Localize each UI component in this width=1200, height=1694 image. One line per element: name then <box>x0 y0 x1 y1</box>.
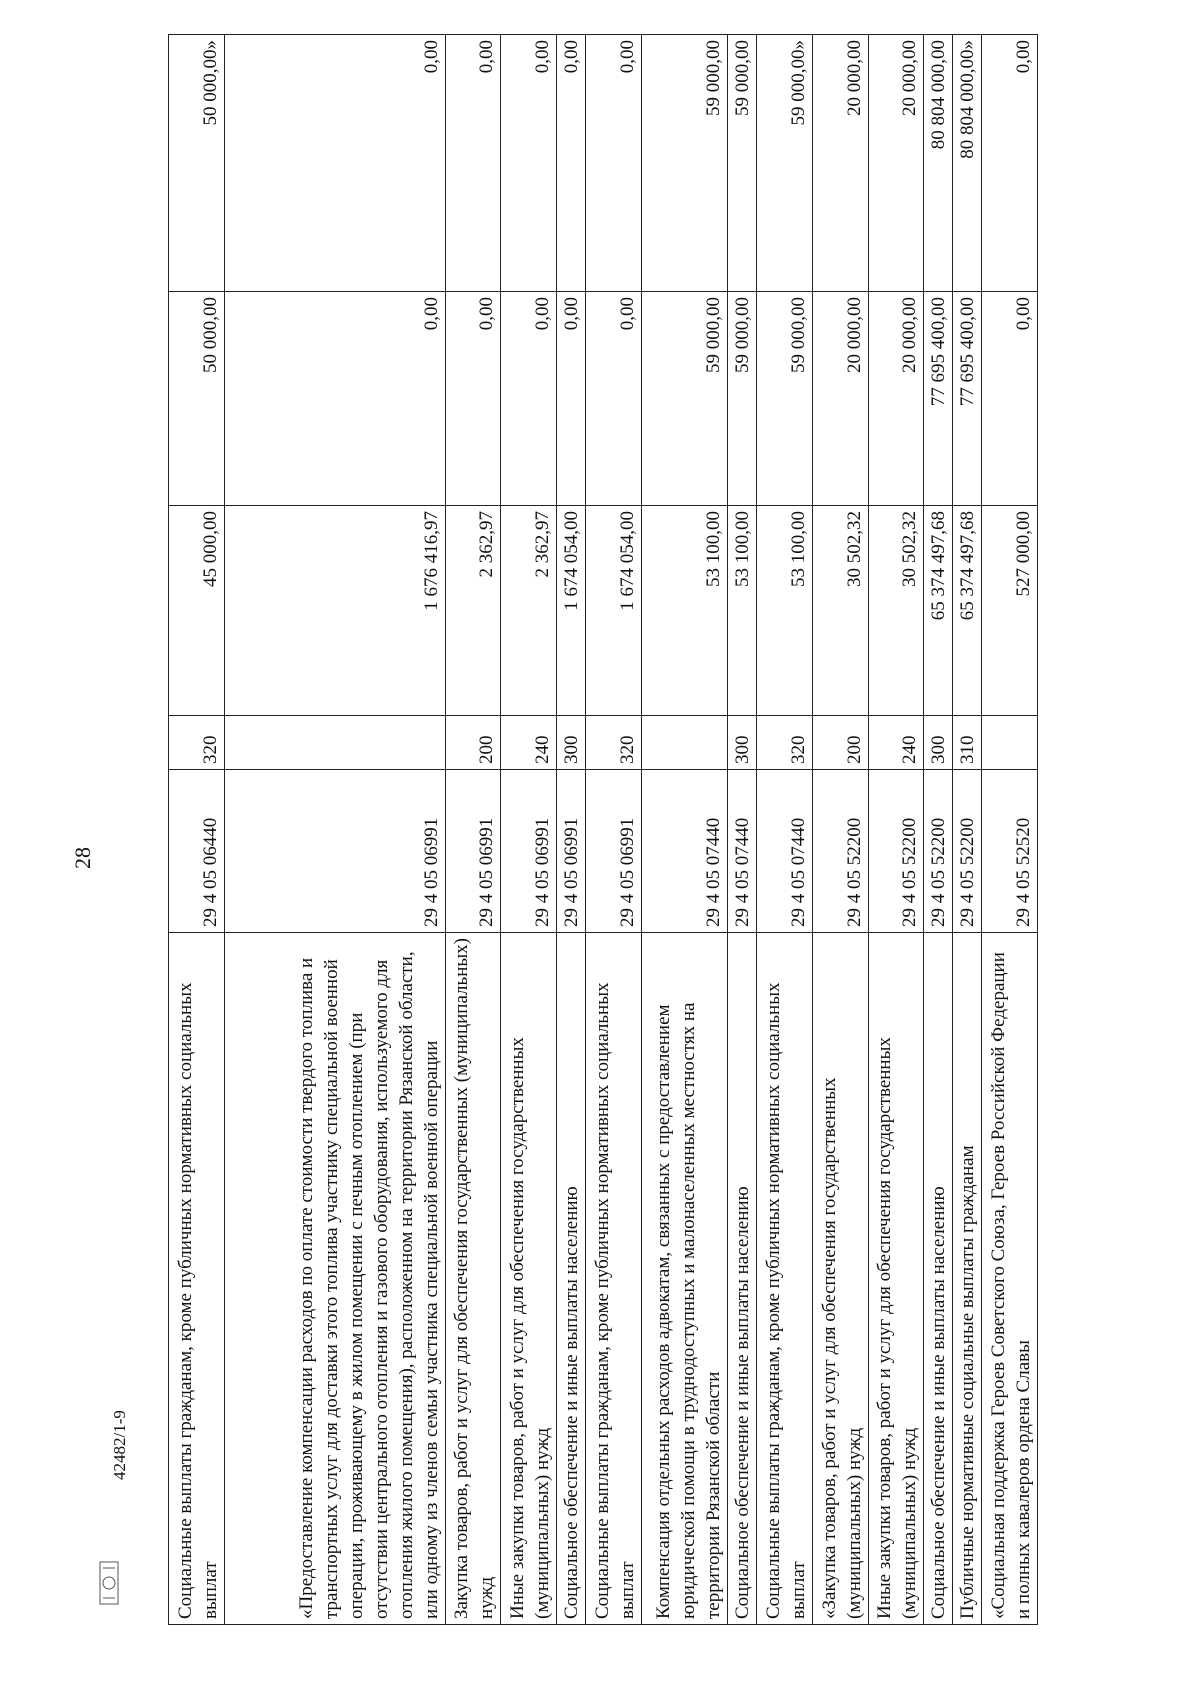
table-row <box>728 35 757 1625</box>
amount-year2-cell: 0,00 <box>224 292 445 506</box>
row-name-cell: Компенсация отдельных расходов адвокатам, связанных с предоставлением юридической помощи в труднодоступных и малонаселенных местностях на территории Рязанской области <box>641 933 728 1625</box>
expense-type-cell <box>224 716 445 770</box>
target-article-cell: 29 4 05 52200 <box>953 770 982 933</box>
row-name-cell: Социальное обеспечение и иные выплаты населению <box>557 933 586 1625</box>
amount-year3-cell: 50 000,00» <box>169 35 225 292</box>
amount-year2-cell: 20 000,00 <box>812 292 868 506</box>
amount-year1-cell: 45 000,00 <box>169 506 225 716</box>
row-name-cell: Социальное обеспечение и иные выплаты населению <box>924 933 953 1625</box>
table-row <box>757 35 813 1625</box>
amount-year2-cell: 0,00 <box>501 292 557 506</box>
rotated-table-block <box>168 35 1038 1625</box>
amount-year2-cell: 59 000,00 <box>641 292 728 506</box>
amount-year1-cell: 2 362,97 <box>501 506 557 716</box>
table-row <box>445 35 501 1625</box>
amount-year3-cell: 0,00 <box>557 35 586 292</box>
target-article-cell: 29 4 05 06991 <box>224 770 445 933</box>
target-article-cell: 29 4 05 07440 <box>641 770 728 933</box>
expense-type-cell: 300 <box>728 716 757 770</box>
table-row <box>585 35 641 1625</box>
amount-year3-cell: 59 000,00 <box>728 35 757 292</box>
amount-year2-cell: 0,00 <box>557 292 586 506</box>
row-name-cell: Закупка товаров, работ и услуг для обеспечения государственных (муниципальных) нужд <box>445 933 501 1625</box>
amount-year3-cell: 0,00 <box>501 35 557 292</box>
amount-year2-cell: 50 000,00 <box>169 292 225 506</box>
row-name-cell: Социальные выплаты гражданам, кроме публичных нормативных социальных выплат <box>169 933 225 1625</box>
amount-year3-cell: 80 804 000,00» <box>953 35 982 292</box>
expense-type-cell: 300 <box>924 716 953 770</box>
budget-table-body <box>169 35 1038 1625</box>
target-article-cell: 29 4 05 06991 <box>445 770 501 933</box>
table-row <box>982 35 1038 1625</box>
expense-type-cell: 200 <box>812 716 868 770</box>
amount-year3-cell: 0,00 <box>224 35 445 292</box>
amount-year3-cell: 20 000,00 <box>868 35 924 292</box>
amount-year2-cell: 20 000,00 <box>868 292 924 506</box>
amount-year1-cell: 1 676 416,97 <box>224 506 445 716</box>
amount-year3-cell: 0,00 <box>585 35 641 292</box>
amount-year2-cell: 59 000,00 <box>728 292 757 506</box>
expense-type-cell <box>982 716 1038 770</box>
table-row <box>641 35 728 1625</box>
row-name-cell: Социальные выплаты гражданам, кроме публичных нормативных социальных выплат <box>757 933 813 1625</box>
row-name-cell: Иные закупки товаров, работ и услуг для обеспечения государственных (муниципальных) нужд <box>501 933 557 1625</box>
row-name-cell: Социальное обеспечение и иные выплаты населению <box>728 933 757 1625</box>
table-row <box>953 35 982 1625</box>
amount-year3-cell: 20 000,00 <box>812 35 868 292</box>
table-row <box>501 35 557 1625</box>
document-code: 42482/1-9 <box>110 1410 129 1480</box>
expense-type-cell: 200 <box>445 716 501 770</box>
amount-year2-cell: 0,00 <box>445 292 501 506</box>
row-name-cell: «Закупка товаров, работ и услуг для обеспечения государственных (муниципальных) нужд <box>812 933 868 1625</box>
amount-year3-cell: 59 000,00 <box>641 35 728 292</box>
amount-year1-cell: 30 502,32 <box>868 506 924 716</box>
expense-type-cell: 240 <box>501 716 557 770</box>
amount-year1-cell: 1 674 054,00 <box>557 506 586 716</box>
amount-year1-cell: 1 674 054,00 <box>585 506 641 716</box>
target-article-cell: 29 4 05 52200 <box>924 770 953 933</box>
expense-type-cell: 240 <box>868 716 924 770</box>
table-row <box>868 35 924 1625</box>
table-row <box>169 35 225 1625</box>
expense-type-cell: 320 <box>169 716 225 770</box>
amount-year2-cell: 77 695 400,00 <box>924 292 953 506</box>
table-row <box>924 35 953 1625</box>
amount-year2-cell: 0,00 <box>982 292 1038 506</box>
amount-year1-cell: 53 100,00 <box>728 506 757 716</box>
table-row <box>812 35 868 1625</box>
amount-year1-cell: 65 374 497,68 <box>924 506 953 716</box>
amount-year2-cell: 77 695 400,00 <box>953 292 982 506</box>
amount-year1-cell: 53 100,00 <box>757 506 813 716</box>
amount-year1-cell: 2 362,97 <box>445 506 501 716</box>
row-name-cell: «Предоставление компенсации расходов по оплате стоимости твердого топлива и транспортных услуг для доставки этого топлива участнику специальной военной операции, проживающему в жилом помещении с печным отоплением (при отсутствии центрального отопления и газового оборудования, используемого для отопления жилого помещения), расположенном на территории Рязанской области, или одному из членов семьи участника специальной военной операции <box>224 933 445 1625</box>
target-article-cell: 29 4 05 06991 <box>585 770 641 933</box>
amount-year3-cell: 80 804 000,00 <box>924 35 953 292</box>
table-row <box>557 35 586 1625</box>
target-article-cell: 29 4 05 07440 <box>728 770 757 933</box>
target-article-cell: 29 4 05 52200 <box>812 770 868 933</box>
row-name-cell: Социальные выплаты гражданам, кроме публичных нормативных социальных выплат <box>585 933 641 1625</box>
expense-type-cell: 300 <box>557 716 586 770</box>
page-number: 28 <box>70 847 95 869</box>
target-article-cell: 29 4 05 07440 <box>757 770 813 933</box>
amount-year1-cell: 65 374 497,68 <box>953 506 982 716</box>
amount-year1-cell: 53 100,00 <box>641 506 728 716</box>
amount-year3-cell: 0,00 <box>982 35 1038 292</box>
expense-type-cell: 320 <box>585 716 641 770</box>
emblem-stamp <box>97 1558 121 1608</box>
budget-table <box>168 34 1038 1625</box>
amount-year3-cell: 0,00 <box>445 35 501 292</box>
target-article-cell: 29 4 05 06991 <box>501 770 557 933</box>
row-name-cell: Иные закупки товаров, работ и услуг для обеспечения государственных (муниципальных) нужд <box>868 933 924 1625</box>
amount-year1-cell: 527 000,00 <box>982 506 1038 716</box>
amount-year1-cell: 30 502,32 <box>812 506 868 716</box>
target-article-cell: 29 4 05 52200 <box>868 770 924 933</box>
row-name-cell: Публичные нормативные социальные выплаты гражданам <box>953 933 982 1625</box>
row-name-cell: «Социальная поддержка Героев Советского Союза, Героев Российской Федерации и полных кавалеров ордена Славы <box>982 933 1038 1625</box>
amount-year3-cell: 59 000,00» <box>757 35 813 292</box>
expense-type-cell: 310 <box>953 716 982 770</box>
amount-year2-cell: 59 000,00 <box>757 292 813 506</box>
expense-type-cell <box>641 716 728 770</box>
table-row <box>224 35 445 1625</box>
target-article-cell: 29 4 05 06991 <box>557 770 586 933</box>
target-article-cell: 29 4 05 52520 <box>982 770 1038 933</box>
amount-year2-cell: 0,00 <box>585 292 641 506</box>
target-article-cell: 29 4 05 06440 <box>169 770 225 933</box>
expense-type-cell: 320 <box>757 716 813 770</box>
